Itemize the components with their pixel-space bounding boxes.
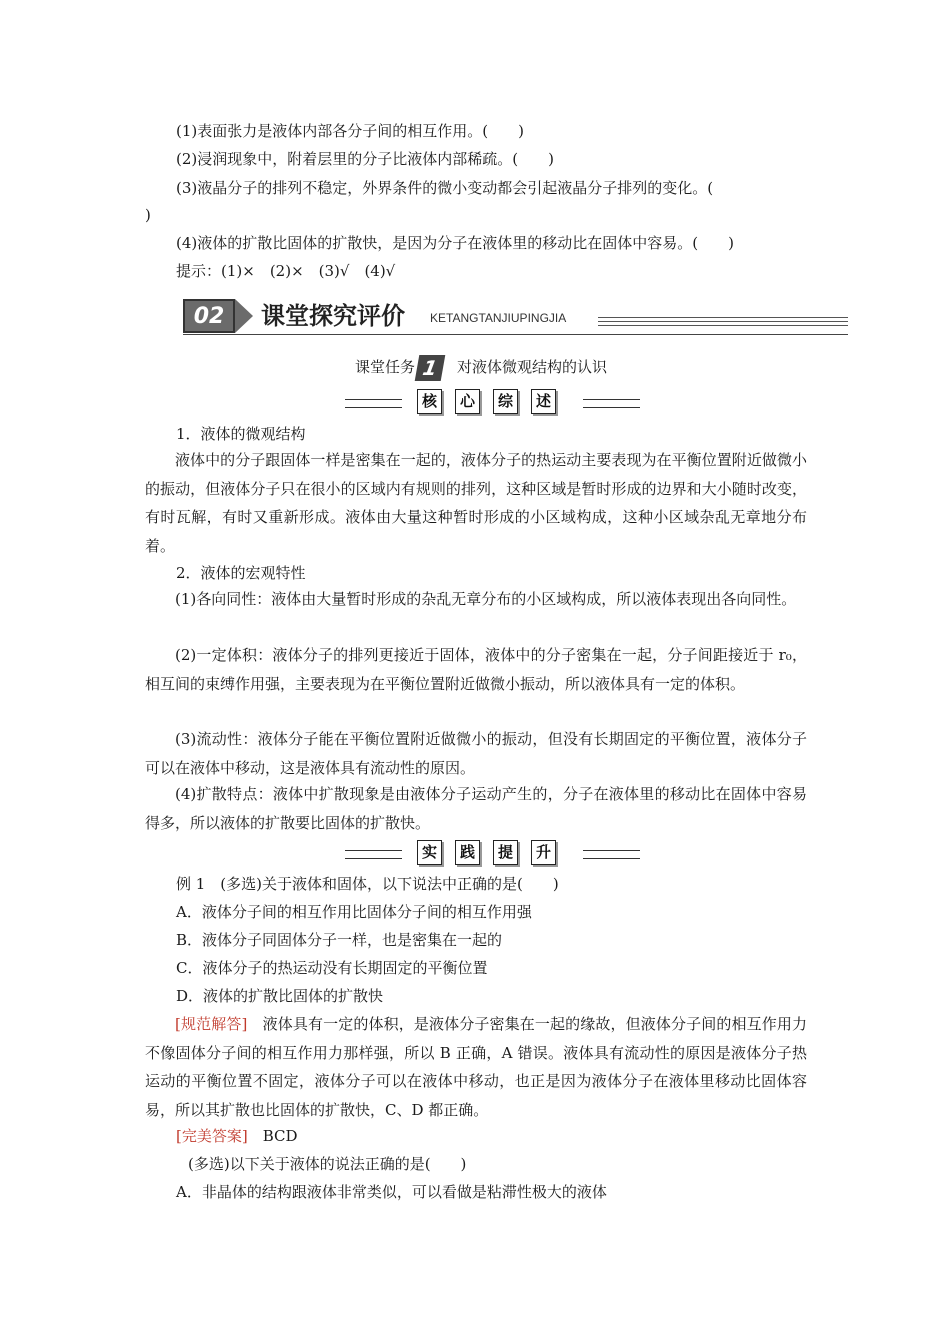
task-label: [355, 352, 607, 382]
quiz-hint: 提示：(1)× (2)× (3)√ (4)√: [176, 262, 396, 280]
heading-char: 践: [455, 840, 480, 865]
section-1-body: 液体中的分子跟固体一样是密集在一起的，液体分子的热运动主要表现为在平衡位置附近做微小的振动，但液体分子只在很小的区域内有规则的排列，这种区域是暂时形成的边界和大小随时改变，有时瓦解，有时又重新形成。液体由大量这种暂时形成的小区域构成，这种小区域杂乱无章地分布着。: [145, 451, 807, 555]
section-number: 02: [183, 299, 235, 333]
property-fluidity: (3)流动性：液体分子能在平衡位置附近做微小的振动，但没有长期固定的平衡位置，液体分子可以在液体中移动，这是液体具有流动性的原因。: [145, 730, 807, 777]
property-volume: (2)一定体积：液体分子的排列更接近于固体，液体中的分子密集在一起，分子间距接近于 r₀，相互间的束缚作用强，主要表现为在平衡位置附近做微小振动，所以液体具有一定的体积。: [145, 646, 807, 693]
section-title: 课堂探究评价: [261, 302, 405, 330]
heading-practice: [345, 840, 640, 870]
heading-char: 综: [493, 389, 518, 414]
property-diffusion: (4)扩散特点：液体中扩散现象是由液体分子运动产生的，分子在液体里的移动比在固体中容易得多，所以液体的扩散要比固体的扩散快。: [145, 785, 807, 832]
heading-char: 提: [493, 840, 518, 865]
practice-stem: (多选)以下关于液体的说法正确的是( ): [188, 1155, 467, 1173]
example-answer: [176, 1122, 838, 1150]
heading-char: 核: [417, 389, 442, 414]
task-number: 1: [415, 355, 446, 381]
example-option-c: C．液体分子的热运动没有长期固定的平衡位置: [176, 959, 488, 977]
quiz-item-2: (2)浸润现象中，附着层里的分子比液体内部稀疏。( ): [176, 150, 554, 168]
example-option-d: D．液体的扩散比固体的扩散快: [176, 987, 384, 1005]
heading-core-summary: [345, 389, 640, 419]
task-prefix: 课堂任务: [355, 358, 416, 376]
banner-rule: [598, 317, 848, 318]
example-stem: 例 1 (多选)关于液体和固体，以下说法中正确的是( ): [176, 875, 559, 893]
heading-rule-right: [583, 399, 640, 408]
solution-text: 液体具有一定的体积，是液体分子密集在一起的缘故，但液体分子间的相互作用力不像固体分子间的相互作用力那样强，所以 B 正确，A 错误。液体具有流动性的原因是液体分子热运动的平衡位置不固定，液体分子可以在液体中移动，也正是因为液体分子在液体里移动比固体容易，所以其扩散也比固体的扩散快，C、D 都正确。: [145, 1015, 807, 1119]
solution-label: [规范解答]: [175, 1015, 248, 1033]
heading-char: 心: [455, 389, 480, 414]
example-option-a: A．液体分子间的相互作用比固体分子间的相互作用强: [176, 903, 532, 921]
banner-rule: [598, 325, 848, 326]
section-1-title: 1．液体的微观结构: [176, 425, 306, 443]
practice-option-a: A．非晶体的结构跟液体非常类似，可以看做是粘滞性极大的液体: [176, 1183, 607, 1201]
section-pinyin: KETANGTANJIUPINGJIA: [430, 311, 567, 325]
section-banner: [183, 297, 848, 337]
heading-char: 述: [531, 389, 556, 414]
answer-text: BCD: [247, 1127, 298, 1145]
banner-underline: [183, 334, 848, 335]
section-2-title: 2．液体的宏观特性: [176, 564, 306, 582]
quiz-item-1: (1)表面张力是液体内部各分子间的相互作用。( ): [176, 122, 524, 140]
quiz-item-4: (4)液体的扩散比固体的扩散快，是因为分子在液体里的移动比在固体中容易。( ): [176, 234, 734, 252]
example-solution: [145, 1010, 807, 1124]
task-topic: 对液体微观结构的认识: [457, 358, 608, 376]
quiz-item-3-end: ): [145, 206, 151, 224]
answer-label: [完美答案]: [176, 1127, 248, 1145]
example-option-b: B．液体分子同固体分子一样，也是密集在一起的: [176, 931, 503, 949]
banner-rule: [598, 321, 848, 322]
property-isotropy: (1)各向同性：液体由大量暂时形成的杂乱无章分布的小区域构成，所以液体表现出各向同性。: [175, 590, 797, 608]
banner-arrow-icon: [235, 299, 253, 333]
heading-rule-left: [345, 399, 402, 408]
heading-rule-right: [583, 850, 640, 859]
heading-rule-left: [345, 850, 402, 859]
quiz-item-3: (3)液晶分子的排列不稳定，外界条件的微小变动都会引起液晶分子排列的变化。(: [176, 179, 714, 197]
heading-char: 升: [531, 840, 556, 865]
heading-char: 实: [417, 840, 442, 865]
